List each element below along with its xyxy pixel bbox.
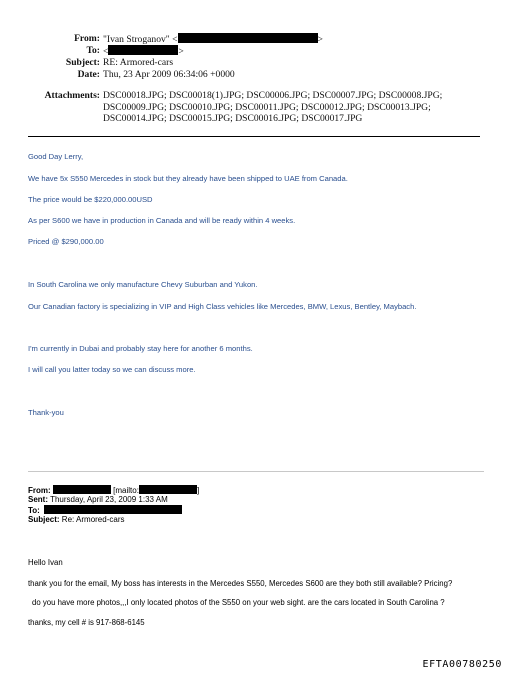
quoted-greeting: Hello Ivan — [28, 558, 63, 567]
to-label: To: — [86, 45, 100, 56]
reply-line: We have 5x S550 Mercedes in stock but they already have been shipped to UAE from Canada. — [28, 174, 348, 183]
quoted-to-label: To: — [28, 506, 40, 515]
reply-greeting: Good Day Lerry, — [28, 152, 84, 161]
quoted-line: thanks, my cell # is 917-868-6145 — [28, 618, 145, 627]
reply-line: The price would be $220,000.00USD — [28, 195, 153, 204]
subject-row — [0, 57, 512, 69]
quoted-from-label: From: — [28, 486, 51, 495]
redaction-box — [139, 485, 197, 494]
quoted-divider — [28, 471, 484, 472]
reply-line: In South Carolina we only manufacture Chevy Suburban and Yukon. — [28, 280, 258, 289]
quoted-from-row: From: [mailto: ] — [28, 486, 200, 495]
subject-label: Subject: — [65, 57, 100, 68]
quoted-sent-row — [28, 495, 168, 505]
date-label: Date: — [77, 69, 100, 80]
reply-line: Our Canadian factory is specializing in VIP and High Class vehicles like Mercedes, BMW, Lexus, Bentley, Maybach. — [28, 302, 417, 311]
header-divider — [28, 136, 480, 137]
subject-value: RE: Armored-cars — [103, 57, 174, 68]
reply-signoff: Thank-you — [28, 408, 64, 417]
from-label: From: — [74, 33, 100, 44]
redaction-box — [178, 33, 318, 43]
quoted-subject-label: Subject: — [28, 515, 60, 524]
date-row — [0, 69, 512, 81]
redaction-box — [53, 485, 111, 494]
redaction-box — [108, 45, 178, 55]
quoted-line: do you have more photos,,,I only located photos of the S550 on your web sight. are the cars located in South Carolina ? — [32, 598, 445, 607]
reply-line: As per S600 we have in production in Canada and will be ready within 4 weeks. — [28, 216, 296, 225]
quoted-subject-value: Re: Armored-cars — [61, 515, 125, 524]
attachments-list: DSC00018.JPG; DSC00018(1).JPG; DSC00006.JPG; DSC00007.JPG; DSC00008.JPG; DSC00009.JPG; DSC00010.JPG; DSC00011.JPG; DSC00012.JPG; DSC00013.JPG; DSC00014.JPG; DSC00015.JPG; DSC00016.JPG; DSC00017.JPG — [103, 90, 443, 124]
redaction-box — [44, 505, 182, 514]
quoted-line: thank you for the email, My boss has interests in the Mercedes S550, Mercedes S600 are they both still available? Pricing? — [28, 579, 453, 588]
reply-line: Priced @ $290,000.00 — [28, 237, 104, 246]
quoted-sent-label: Sent: — [28, 495, 48, 504]
from-row — [0, 33, 512, 45]
to-value: < > — [103, 46, 184, 57]
to-row — [0, 45, 512, 57]
quoted-sent-value: Thursday, April 23, 2009 1:33 AM — [50, 495, 168, 504]
date-value: Thu, 23 Apr 2009 06:34:06 +0000 — [103, 69, 235, 80]
document-id: EFTA00780250 — [422, 659, 502, 670]
from-value: "Ivan Stroganov" < > — [103, 34, 323, 45]
reply-line: I will call you latter today so we can discuss more. — [28, 365, 196, 374]
quoted-subject-row — [28, 515, 124, 525]
attachments-label: Attachments: — [44, 90, 100, 101]
reply-line: I'm currently in Dubai and probably stay here for another 6 months. — [28, 344, 253, 353]
